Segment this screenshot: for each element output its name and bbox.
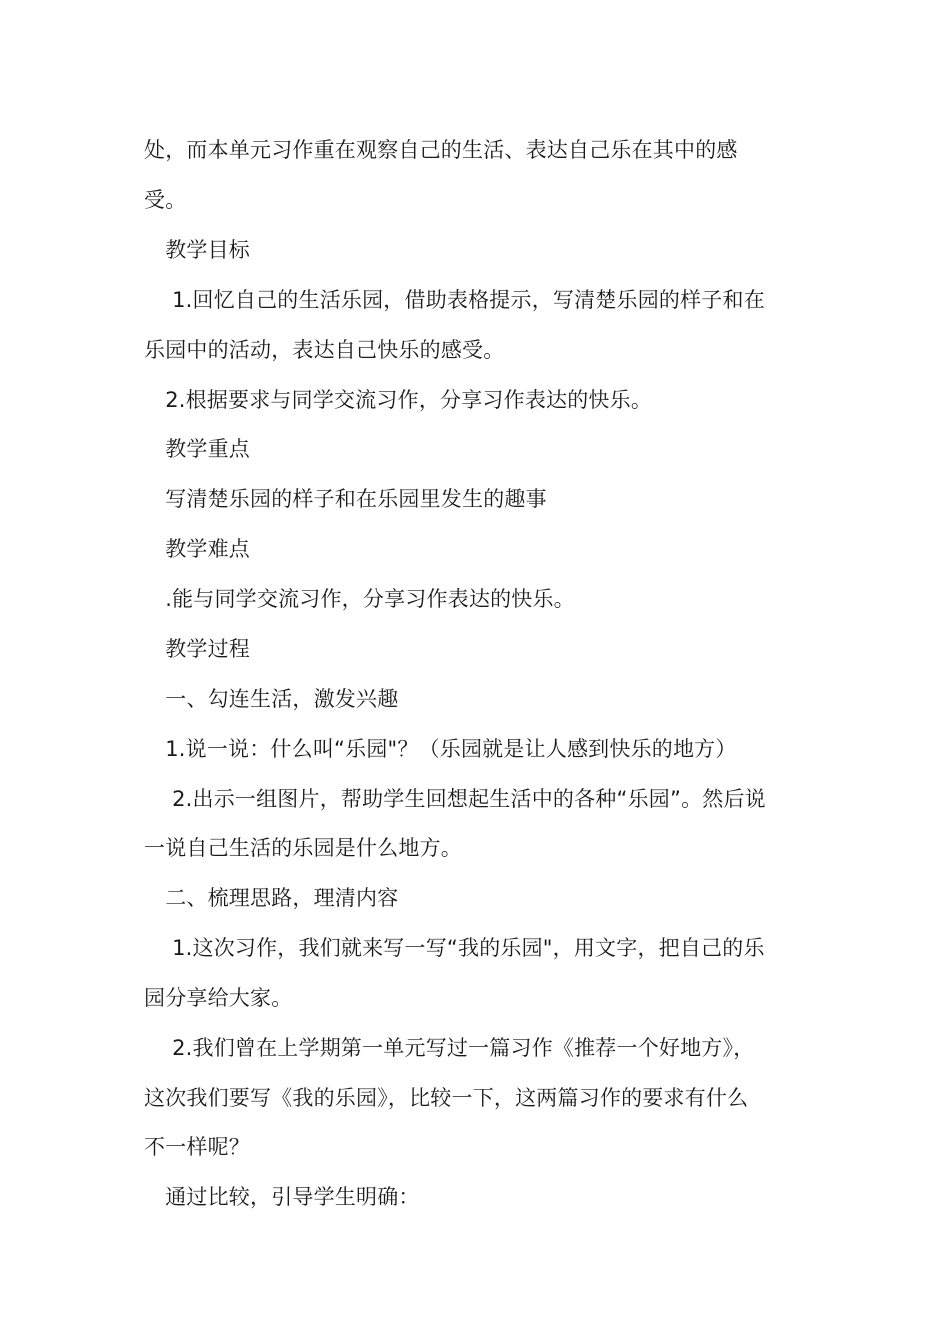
paragraph-line: 2.出示一组图片，帮助学生回想起生活中的各种“乐园”。然后说 [144, 787, 766, 811]
paragraph-line: 写清楚乐园的样子和在乐园里发生的趣事 [144, 487, 547, 511]
paragraph-line: 处，而本单元习作重在观察自己的生活、表达自己乐在其中的感 [144, 138, 738, 162]
subsection-heading: 二、梳理思路，理清内容 [144, 886, 399, 910]
section-heading-process: 教学过程 [144, 637, 250, 661]
paragraph-line: 受。 [144, 188, 187, 212]
paragraph-line: 1.说一说：什么叫“乐园"？（乐园就是让人感到快乐的地方） [144, 737, 737, 761]
paragraph-line: 乐园中的活动，表达自己快乐的感受。 [144, 338, 505, 362]
paragraph-line: 这次我们要写《我的乐园》，比较一下，这两篇习作的要求有什么 [144, 1086, 749, 1110]
paragraph-line: 通过比较，引导学生明确： [144, 1185, 420, 1209]
paragraph-line: 1.这次习作，我们就来写一写“我的乐园"，用文字，把自己的乐 [144, 936, 765, 960]
paragraph-line: 2.根据要求与同学交流习作，分享习作表达的快乐。 [144, 388, 653, 412]
section-heading-teaching-goals: 教学目标 [144, 238, 250, 262]
section-heading-key-points: 教学重点 [144, 437, 250, 461]
paragraph-line: .能与同学交流习作，分享习作表达的快乐。 [144, 587, 575, 611]
paragraph-line: 不一样呢？ [144, 1135, 250, 1159]
subsection-heading: 一、勾连生活，激发兴趣 [144, 687, 399, 711]
paragraph-line: 1.回忆自己的生活乐园，借助表格提示，写清楚乐园的样子和在 [144, 288, 765, 312]
paragraph-line: 一说自己生活的乐园是什么地方。 [144, 836, 462, 860]
section-heading-difficulties: 教学难点 [144, 537, 250, 561]
paragraph-line: 2.我们曾在上学期第一单元写过一篇习作《推荐一个好地方》， [144, 1036, 755, 1060]
paragraph-line: 园分享给大家。 [144, 986, 293, 1010]
